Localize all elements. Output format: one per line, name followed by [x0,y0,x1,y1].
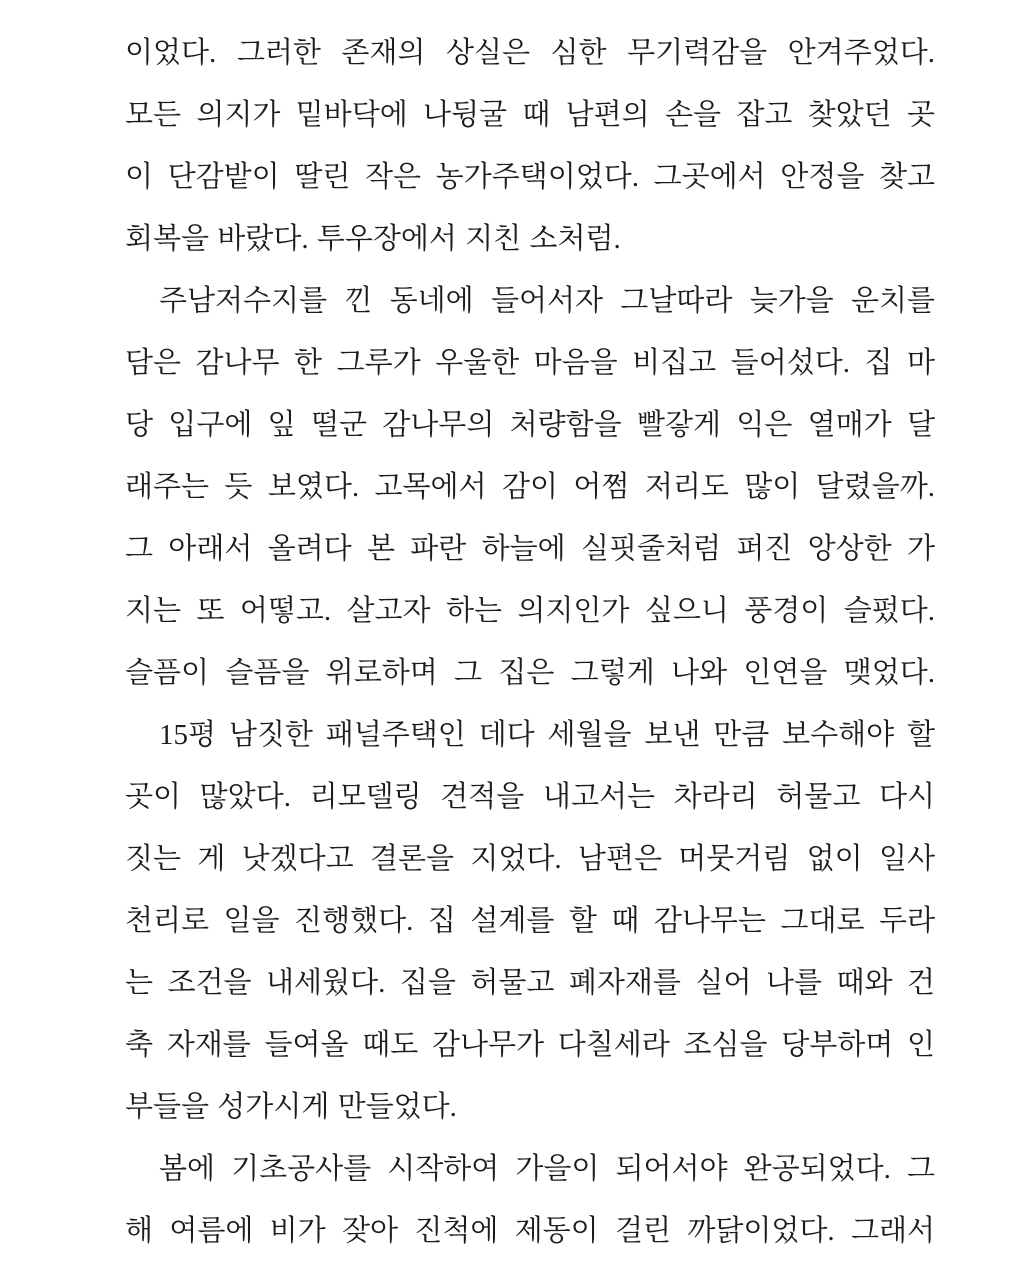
text-line: 슬픔이 슬픔을 위로하며 그 집은 그렇게 나와 인연을 맺었다. [125,657,935,689]
paragraph [125,1138,935,1262]
text-line: 주남저수지를 낀 동네에 들어서자 그날따라 늦가을 운치를 [159,285,935,317]
text-line: 부들을 성가시게 만들었다. [125,1091,457,1123]
paragraph [125,270,935,704]
paragraph [125,22,935,270]
text-line: 축 자재를 들여올 때도 감나무가 다칠세라 조심을 당부하며 인 [125,1029,935,1061]
text-line: 지는 또 어떻고. 살고자 하는 의지인가 싶으니 풍경이 슬펐다. [125,595,935,627]
text-line: 회복을 바랐다. 투우장에서 지친 소처럼. [125,223,621,255]
text-line: 담은 감나무 한 그루가 우울한 마음을 비집고 들어섰다. 집 마 [125,347,935,379]
text-line: 15평 남짓한 패널주택인 데다 세월을 보낸 만큼 보수해야 할 [159,719,935,751]
text-line: 그 아래서 올려다 본 파란 하늘에 실핏줄처럼 퍼진 앙상한 가 [125,533,935,565]
text-line: 곳이 많았다. 리모델링 견적을 내고서는 차라리 허물고 다시 [125,781,935,813]
text-line: 짓는 게 낫겠다고 결론을 지었다. 남편은 머뭇거림 없이 일사 [125,843,935,875]
text-line: 이 단감밭이 딸린 작은 농가주택이었다. 그곳에서 안정을 찾고 [125,161,935,193]
text-line: 해 여름에 비가 잦아 진척에 제동이 걸린 까닭이었다. 그래서 [125,1215,935,1247]
text-line: 는 조건을 내세웠다. 집을 허물고 폐자재를 실어 나를 때와 건 [125,967,935,999]
text-line: 당 입구에 잎 떨군 감나무의 처량함을 빨갛게 익은 열매가 달 [125,409,935,441]
text-line: 이었다. 그러한 존재의 상실은 심한 무기력감을 안겨주었다. [125,37,935,69]
text-line: 천리로 일을 진행했다. 집 설계를 할 때 감나무는 그대로 두라 [125,905,935,937]
paragraph [125,704,935,1138]
text-column [125,22,935,1262]
text-line: 봄에 기초공사를 시작하여 가을이 되어서야 완공되었다. 그 [159,1153,935,1185]
text-line: 모든 의지가 밑바닥에 나뒹굴 때 남편의 손을 잡고 찾았던 곳 [125,99,935,131]
text-line: 래주는 듯 보였다. 고목에서 감이 어쩜 저리도 많이 달렸을까. [125,471,935,503]
